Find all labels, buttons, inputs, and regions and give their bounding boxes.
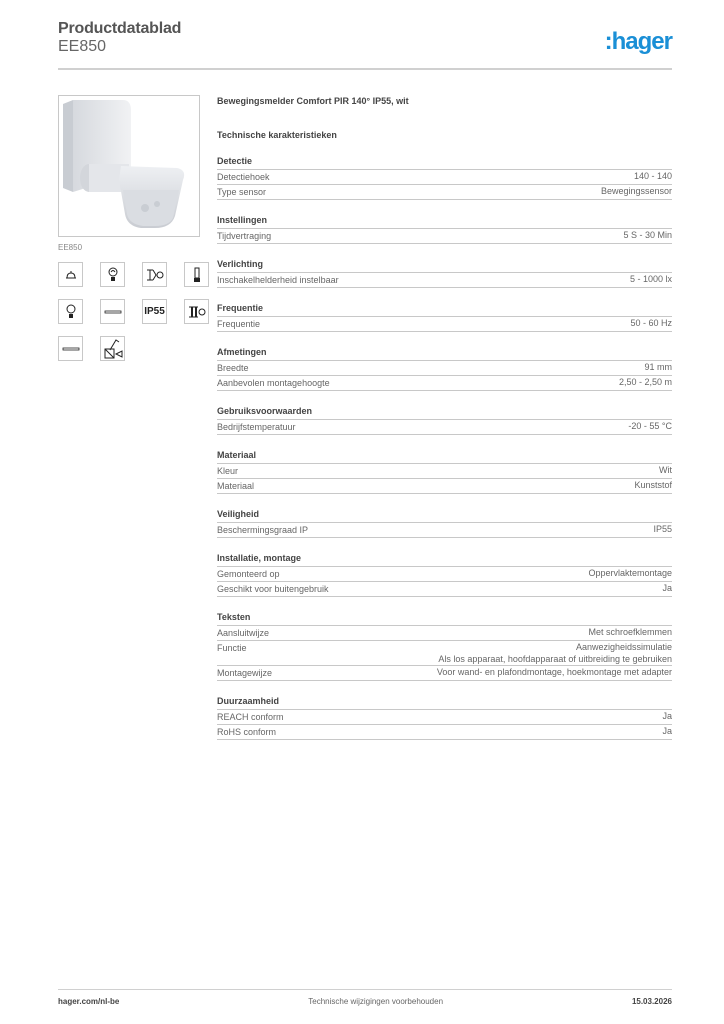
spec-row xyxy=(217,641,672,666)
specifications-panel xyxy=(217,95,672,740)
spec-value xyxy=(634,480,672,493)
spec-label: Beschermingsgraad IP xyxy=(217,525,309,535)
spec-value xyxy=(619,377,672,390)
product-image xyxy=(58,95,200,237)
spec-value xyxy=(644,362,672,375)
spec-value xyxy=(437,667,672,680)
spec-value xyxy=(653,524,672,537)
spec-section xyxy=(217,258,672,288)
spec-section xyxy=(217,552,672,597)
section-title: Duurzaamheid xyxy=(217,695,672,710)
specs-heading: Technische karakteristieken xyxy=(217,130,337,140)
spec-label: Breedte xyxy=(217,363,249,373)
spec-label: RoHS conform xyxy=(217,727,277,737)
website-link[interactable]: hager.com/nl-be xyxy=(58,997,120,1006)
image-caption: EE850 xyxy=(58,243,83,252)
spec-label: Detectiehoek xyxy=(217,172,270,182)
spec-section xyxy=(217,405,672,435)
spec-label: REACH conform xyxy=(217,712,284,722)
spec-value xyxy=(662,711,672,724)
spec-value-line: Met schroefklemmen xyxy=(588,627,672,637)
spec-label: Kleur xyxy=(217,466,239,476)
spec-section xyxy=(217,346,672,391)
product-code: EE850 xyxy=(58,38,107,55)
spec-value-line: Ja xyxy=(662,711,672,721)
spec-section xyxy=(217,508,672,538)
spec-row xyxy=(217,479,672,494)
spec-value xyxy=(588,627,672,640)
spec-section xyxy=(217,155,672,200)
spec-value-line: -20 - 55 °C xyxy=(628,421,672,431)
spec-value xyxy=(630,274,672,287)
ceiling-lamp-icon xyxy=(58,262,83,287)
spec-value-line: 140 - 140 xyxy=(633,171,672,181)
halogen-transformer-icon xyxy=(142,262,167,287)
wall-mount-icon xyxy=(100,336,125,361)
section-title: Afmetingen xyxy=(217,346,672,361)
spec-row xyxy=(217,626,672,641)
header-divider xyxy=(58,68,672,70)
spec-value xyxy=(659,465,672,478)
spec-section xyxy=(217,695,672,740)
section-title: Detectie xyxy=(217,155,672,170)
spec-value-line: 91 mm xyxy=(644,362,672,372)
spec-value xyxy=(438,642,672,665)
spec-label: Inschakelhelderheid instelbaar xyxy=(217,275,339,285)
spec-label: Functie xyxy=(217,643,247,653)
spec-row xyxy=(217,229,672,244)
document-title: Productdatablad xyxy=(58,20,182,37)
footer-divider xyxy=(58,989,672,990)
spec-row xyxy=(217,666,672,681)
spec-row xyxy=(217,317,672,332)
spec-value-line: 2,50 - 2,50 m xyxy=(618,377,672,387)
spec-value xyxy=(588,568,672,581)
incandescent-bulb-icon xyxy=(58,299,83,324)
spec-label: Montagewijze xyxy=(217,668,273,678)
spec-label: Geschikt voor buitengebruik xyxy=(217,584,329,594)
halogen-tube-icon xyxy=(100,299,125,324)
spec-row xyxy=(217,523,672,538)
section-title: Veiligheid xyxy=(217,508,672,523)
disclaimer: Technische wijzigingen voorbehouden xyxy=(308,997,444,1006)
spec-value xyxy=(601,186,672,199)
section-title: Materiaal xyxy=(217,449,672,464)
spec-value xyxy=(628,421,672,434)
spec-row xyxy=(217,420,672,435)
spec-label: Type sensor xyxy=(217,187,267,197)
spec-label: Gemonteerd op xyxy=(217,569,280,579)
spec-row xyxy=(217,582,672,597)
spec-value-line: 5 - 1000 lx xyxy=(629,274,672,284)
document-footer xyxy=(58,997,672,1006)
compact-fluorescent-icon xyxy=(184,262,209,287)
document-date: 15.03.2026 xyxy=(631,997,672,1006)
hager-logo: :hager xyxy=(604,28,672,55)
section-title: Gebruiksvoorwaarden xyxy=(217,405,672,420)
section-title: Frequentie xyxy=(217,302,672,317)
spec-value-line: Als los apparaat, hoofdapparaat of uitbreiding te gebruiken xyxy=(438,653,672,664)
spec-section xyxy=(217,611,672,681)
spec-label: Tijdvertraging xyxy=(217,231,272,241)
spec-sections xyxy=(217,155,672,740)
spec-section xyxy=(217,302,672,332)
spec-row xyxy=(217,185,672,200)
spec-row xyxy=(217,170,672,185)
spec-row xyxy=(217,710,672,725)
section-title: Teksten xyxy=(217,611,672,626)
spec-value-line: Voor wand- en plafondmontage, hoekmontage met adapter xyxy=(436,667,672,677)
product-name: Bewegingsmelder Comfort PIR 140° IP55, wit xyxy=(217,96,409,106)
spec-value-line: 5 S - 30 Min xyxy=(623,230,672,240)
spec-value-line: Ja xyxy=(662,726,672,736)
spec-row xyxy=(217,464,672,479)
spec-value xyxy=(662,583,672,596)
spec-row xyxy=(217,725,672,740)
spec-value-line: Oppervlaktemontage xyxy=(588,568,672,578)
spec-label: Aanbevolen montagehoogte xyxy=(217,378,330,388)
spec-value-line: IP55 xyxy=(653,524,672,534)
spec-value xyxy=(662,726,672,739)
spec-value-line: 50 - 60 Hz xyxy=(630,318,672,328)
electronic-transformer-icon xyxy=(184,299,209,324)
spec-row xyxy=(217,567,672,582)
spec-value-line: Kunststof xyxy=(634,480,672,490)
spec-label: Materiaal xyxy=(217,481,255,491)
fluorescent-tube-icon xyxy=(58,336,83,361)
section-title: Verlichting xyxy=(217,258,672,273)
spec-label: Frequentie xyxy=(217,319,261,329)
spec-row xyxy=(217,361,672,376)
spec-value-line: Aanwezigheidssimulatie xyxy=(575,642,672,652)
spec-row xyxy=(217,273,672,288)
spec-section xyxy=(217,214,672,244)
spec-value xyxy=(630,318,672,331)
spec-section xyxy=(217,449,672,494)
motion-sensor-image xyxy=(59,96,199,236)
section-title: Instellingen xyxy=(217,214,672,229)
spec-label: Bedrijfstemperatuur xyxy=(217,422,296,432)
document-header xyxy=(58,20,181,56)
section-title: Installatie, montage xyxy=(217,552,672,567)
spec-label: Aansluitwijze xyxy=(217,628,270,638)
spec-row xyxy=(217,376,672,391)
spec-value xyxy=(623,230,672,243)
energy-saving-bulb-icon xyxy=(100,262,125,287)
ip55-icon: IP55 xyxy=(142,299,167,324)
spec-value-line: Ja xyxy=(662,583,672,593)
spec-value-line: Wit xyxy=(659,465,672,475)
spec-value-line: Bewegingssensor xyxy=(600,186,672,196)
spec-value xyxy=(634,171,672,184)
